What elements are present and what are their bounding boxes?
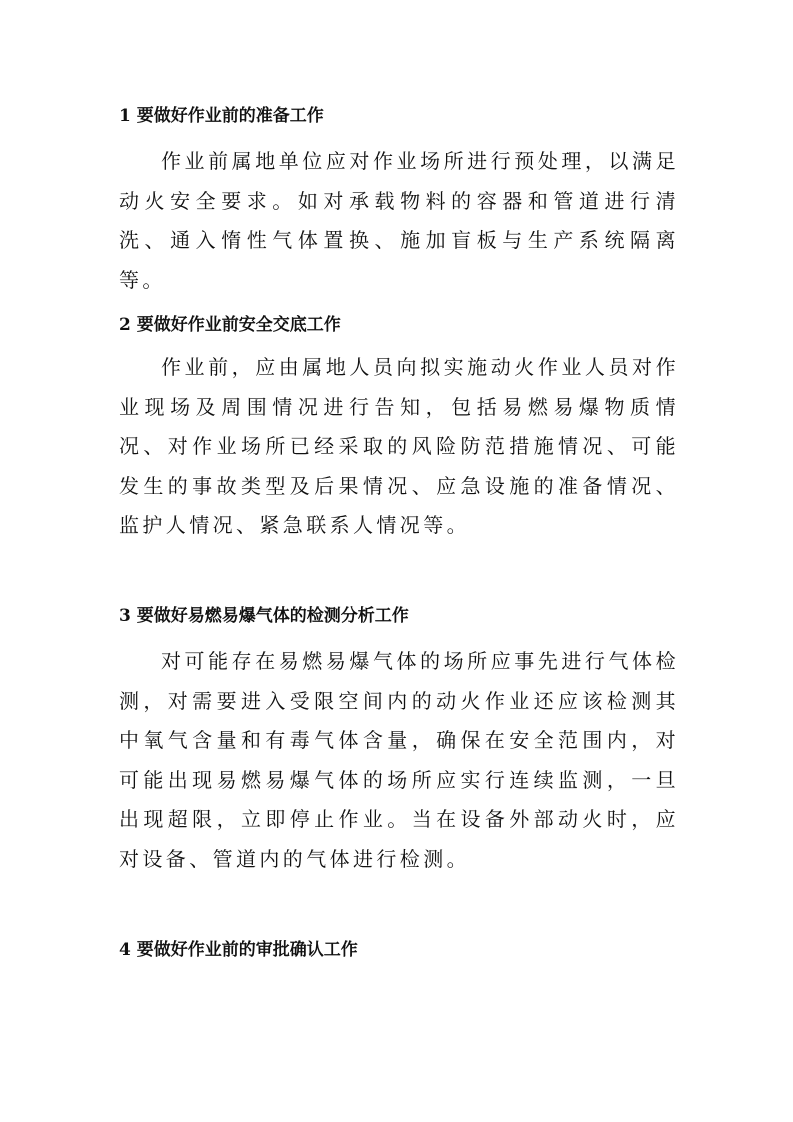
section-3-heading: 3 要做好易燃易爆气体的检测分析工作 (119, 606, 409, 626)
section-1-heading: 1 要做好作业前的准备工作 (119, 106, 324, 126)
section-3-paragraph: 对可能存在易燃易爆气体的场所应事先进行气体检测，对需要进入受限空间内的动火作业还应该检测其中氧气含量和有毒气体含量，确保在安全范围内，对可能出现易燃易爆气体的场所应实行连续监测，一旦出现超限，立即停止作业。当在设备外部动火时，应对设备、管道内的气体进行检测。 (119, 649, 679, 871)
section-2-paragraph: 作业前，应由属地人员向拟实施动火作业人员对作业现场及周围情况进行告知，包括易燃易爆物质情况、对作业场所已经采取的风险防范措施情况、可能发生的事故类型及后果情况、应急设施的准备情况、监护人情况、紧急联系人情况等。 (119, 355, 679, 538)
section-1-paragraph: 作业前属地单位应对作业场所进行预处理，以满足动火安全要求。如对承载物料的容器和管道进行清洗、通入惰性气体置换、施加盲板与生产系统隔离等。 (119, 149, 679, 292)
section-2-heading: 2 要做好作业前安全交底工作 (119, 315, 341, 335)
section-4-heading: 4 要做好作业前的审批确认工作 (119, 940, 358, 960)
